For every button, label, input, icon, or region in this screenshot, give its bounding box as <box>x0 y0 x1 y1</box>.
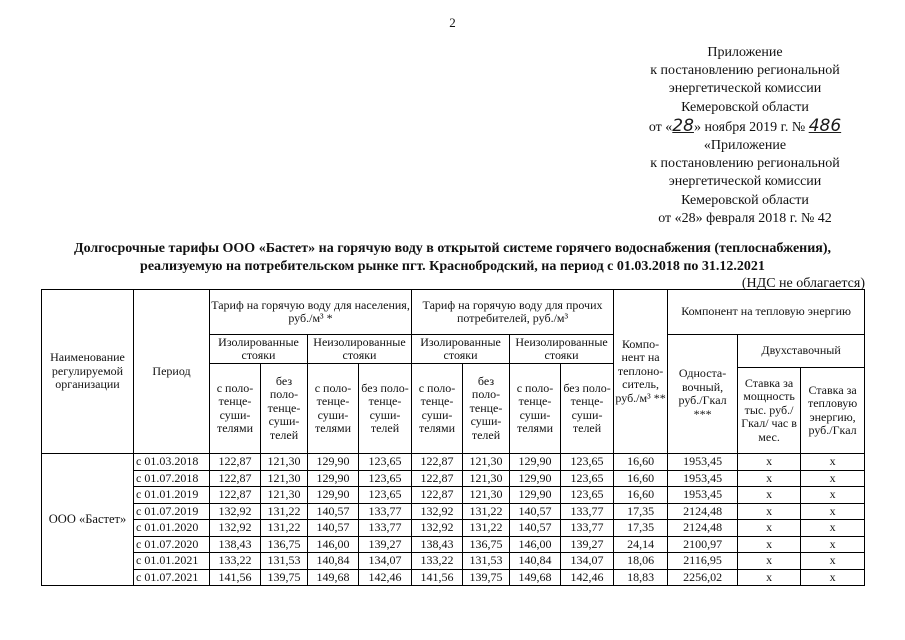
value-cell: 131,22 <box>261 520 308 537</box>
value-cell: 121,30 <box>261 470 308 487</box>
value-cell: 141,56 <box>412 569 463 586</box>
value-cell: 122,87 <box>210 487 261 504</box>
header-energy-rate: Ставка за тепловую энергию, руб./Гкал <box>801 368 865 454</box>
value-cell: 121,30 <box>261 487 308 504</box>
value-cell: 132,92 <box>412 503 463 520</box>
header-with-dryers: с поло-тенце-суши-телями <box>510 364 561 454</box>
value-cell: 142,46 <box>561 569 614 586</box>
appendix-line: Кемеровской области <box>681 192 809 208</box>
table-row <box>42 536 865 553</box>
value-cell: 17,35 <box>614 503 668 520</box>
value-cell: 129,90 <box>510 487 561 504</box>
value-cell: x <box>738 454 801 471</box>
value-cell: 121,30 <box>463 454 510 471</box>
value-cell: 121,30 <box>261 454 308 471</box>
value-cell: 122,87 <box>412 470 463 487</box>
document-title <box>20 240 885 276</box>
value-cell: 123,65 <box>359 454 412 471</box>
appendix-line: Приложение <box>707 45 783 60</box>
value-cell: 146,00 <box>510 536 561 553</box>
value-cell: x <box>801 536 865 553</box>
value-cell: 138,43 <box>412 536 463 553</box>
value-cell: 149,68 <box>308 569 359 586</box>
value-cell: x <box>738 569 801 586</box>
resolution-date-line <box>600 117 890 137</box>
period-cell: с 01.07.2018 <box>134 470 210 487</box>
table-row <box>42 487 865 504</box>
value-cell: 142,46 <box>359 569 412 586</box>
value-cell: 131,22 <box>463 520 510 537</box>
handwritten-day: 28 <box>672 115 694 136</box>
value-cell: 139,27 <box>359 536 412 553</box>
value-cell: 121,30 <box>463 487 510 504</box>
header-period: Период <box>134 290 210 454</box>
value-cell: 16,60 <box>614 470 668 487</box>
header-two-rate: Двухставочный <box>738 335 865 368</box>
value-cell: 131,22 <box>463 503 510 520</box>
value-cell: 122,87 <box>412 487 463 504</box>
value-cell: x <box>738 536 801 553</box>
title-line-2: реализуемую на потребительском рынке пгт. Краснобродский, на период с 01.03.2018 по 31.12.2021 <box>140 259 765 274</box>
period-cell: с 01.07.2021 <box>134 569 210 586</box>
page-number: 2 <box>449 15 456 30</box>
value-cell: 131,22 <box>261 503 308 520</box>
header-capacity-rate: Ставка за мощность тыс. руб./ Гкал/ час в мес. <box>738 368 801 454</box>
value-cell: 138,43 <box>210 536 261 553</box>
value-cell: x <box>801 503 865 520</box>
value-cell: x <box>801 470 865 487</box>
value-cell: 123,65 <box>359 487 412 504</box>
value-cell: 18,83 <box>614 569 668 586</box>
value-cell: 122,87 <box>210 454 261 471</box>
value-cell: x <box>738 487 801 504</box>
value-cell: 132,92 <box>210 503 261 520</box>
value-cell: 2124,48 <box>668 503 738 520</box>
tariff-table <box>41 289 865 586</box>
value-cell: 134,07 <box>561 553 614 570</box>
header-insulated: Изолированные стояки <box>210 335 308 364</box>
handwritten-number: 486 <box>808 115 842 136</box>
header-with-dryers: с поло-тенце-суши-телями <box>308 364 359 454</box>
appendix-line: Кемеровской области <box>681 99 809 115</box>
header-population-tariff: Тариф на горячую воду для населения, руб./м³ * <box>210 290 412 335</box>
header-coolant-component: Компо-нент на теплоно-ситель, руб./м³ ** <box>614 290 668 454</box>
value-cell: 17,35 <box>614 520 668 537</box>
header-with-dryers: с поло-тенце-суши-телями <box>210 364 261 454</box>
table-row <box>42 454 865 471</box>
value-cell: x <box>801 553 865 570</box>
value-cell: 140,57 <box>308 503 359 520</box>
header-organization: Наименование регулируемой организации <box>42 290 134 454</box>
value-cell: 141,56 <box>210 569 261 586</box>
period-cell: с 01.01.2020 <box>134 520 210 537</box>
header-single-rate: Односта-вочный, руб./Гкал *** <box>668 335 738 454</box>
value-cell: 140,84 <box>308 553 359 570</box>
date-middle: » ноября 2019 г. № <box>693 119 809 135</box>
header-without-dryers: без поло-тенце-суши-телей <box>359 364 412 454</box>
value-cell: 1953,45 <box>668 454 738 471</box>
value-cell: 132,92 <box>210 520 261 537</box>
value-cell: 139,75 <box>463 569 510 586</box>
organization-name: ООО «Бастет» <box>42 454 134 586</box>
value-cell: x <box>738 470 801 487</box>
appendix-line: энергетической комиссии <box>668 174 822 190</box>
header-non-insulated: Неизолированные стояки <box>308 335 412 364</box>
value-cell: 123,65 <box>561 454 614 471</box>
value-cell: 123,65 <box>561 487 614 504</box>
period-cell: с 01.01.2019 <box>134 487 210 504</box>
header-non-insulated: Неизолированные стояки <box>510 335 614 364</box>
header-other-tariff: Тариф на горячую воду для прочих потребителей, руб./м³ <box>412 290 614 335</box>
value-cell: 134,07 <box>359 553 412 570</box>
table-row <box>42 503 865 520</box>
value-cell: 133,77 <box>359 520 412 537</box>
value-cell: 122,87 <box>412 454 463 471</box>
period-cell: с 01.03.2018 <box>134 454 210 471</box>
period-cell: с 01.07.2020 <box>134 536 210 553</box>
header-heat-energy-component: Компонент на тепловую энергию <box>668 290 865 335</box>
header-without-dryers: без поло-тенце-суши-телей <box>463 364 510 454</box>
value-cell: 122,87 <box>210 470 261 487</box>
value-cell: 133,77 <box>561 503 614 520</box>
appendix-line: к постановлению региональной <box>650 156 840 172</box>
value-cell: 136,75 <box>261 536 308 553</box>
appendix-block <box>600 44 890 228</box>
value-cell: 18,06 <box>614 553 668 570</box>
value-cell: 2100,97 <box>668 536 738 553</box>
value-cell: 140,84 <box>510 553 561 570</box>
vat-note: (НДС не облагается) <box>741 276 865 291</box>
value-cell: x <box>801 520 865 537</box>
value-cell: 133,22 <box>210 553 261 570</box>
value-cell: 133,22 <box>412 553 463 570</box>
value-cell: x <box>738 520 801 537</box>
table-row <box>42 470 865 487</box>
header-without-dryers: без поло-тенце-суши-телей <box>561 364 614 454</box>
value-cell: x <box>801 454 865 471</box>
value-cell: 139,75 <box>261 569 308 586</box>
value-cell: 129,90 <box>308 454 359 471</box>
value-cell: 16,60 <box>614 454 668 471</box>
header-with-dryers: с поло-тенце-суши-телями <box>412 364 463 454</box>
appendix-line: энергетической комиссии <box>668 81 822 97</box>
value-cell: 123,65 <box>359 470 412 487</box>
value-cell: x <box>801 569 865 586</box>
value-cell: x <box>801 487 865 504</box>
value-cell: 2124,48 <box>668 520 738 537</box>
value-cell: 123,65 <box>561 470 614 487</box>
value-cell: 2256,02 <box>668 569 738 586</box>
value-cell: 129,90 <box>510 454 561 471</box>
value-cell: 149,68 <box>510 569 561 586</box>
value-cell: 140,57 <box>510 520 561 537</box>
value-cell: 1953,45 <box>668 487 738 504</box>
table-row <box>42 569 865 586</box>
value-cell: 1953,45 <box>668 470 738 487</box>
value-cell: 133,77 <box>561 520 614 537</box>
header-without-dryers: без поло-тенце-суши-телей <box>261 364 308 454</box>
table-row <box>42 520 865 537</box>
value-cell: 139,27 <box>561 536 614 553</box>
value-cell: x <box>738 553 801 570</box>
value-cell: 16,60 <box>614 487 668 504</box>
value-cell: 140,57 <box>510 503 561 520</box>
value-cell: 129,90 <box>510 470 561 487</box>
table-row <box>42 553 865 570</box>
value-cell: 133,77 <box>359 503 412 520</box>
value-cell: 131,53 <box>261 553 308 570</box>
value-cell: 132,92 <box>412 520 463 537</box>
value-cell: 131,53 <box>463 553 510 570</box>
appendix-line: к постановлению региональной <box>650 63 840 79</box>
period-cell: с 01.07.2019 <box>134 503 210 520</box>
value-cell: 24,14 <box>614 536 668 553</box>
value-cell: x <box>738 503 801 520</box>
header-insulated: Изолированные стояки <box>412 335 510 364</box>
value-cell: 140,57 <box>308 520 359 537</box>
value-cell: 146,00 <box>308 536 359 553</box>
period-cell: с 01.01.2021 <box>134 553 210 570</box>
value-cell: 2116,95 <box>668 553 738 570</box>
appendix-line: от «28» февраля 2018 г. № 42 <box>658 210 832 226</box>
value-cell: 129,90 <box>308 487 359 504</box>
value-cell: 121,30 <box>463 470 510 487</box>
title-line-1: Долгосрочные тарифы ООО «Бастет» на горячую воду в открытой системе горячего водоснабжения (теплоснабжения), <box>73 241 832 256</box>
appendix-line: «Приложение <box>703 138 787 154</box>
date-prefix: от « <box>648 119 673 135</box>
value-cell: 129,90 <box>308 470 359 487</box>
value-cell: 136,75 <box>463 536 510 553</box>
